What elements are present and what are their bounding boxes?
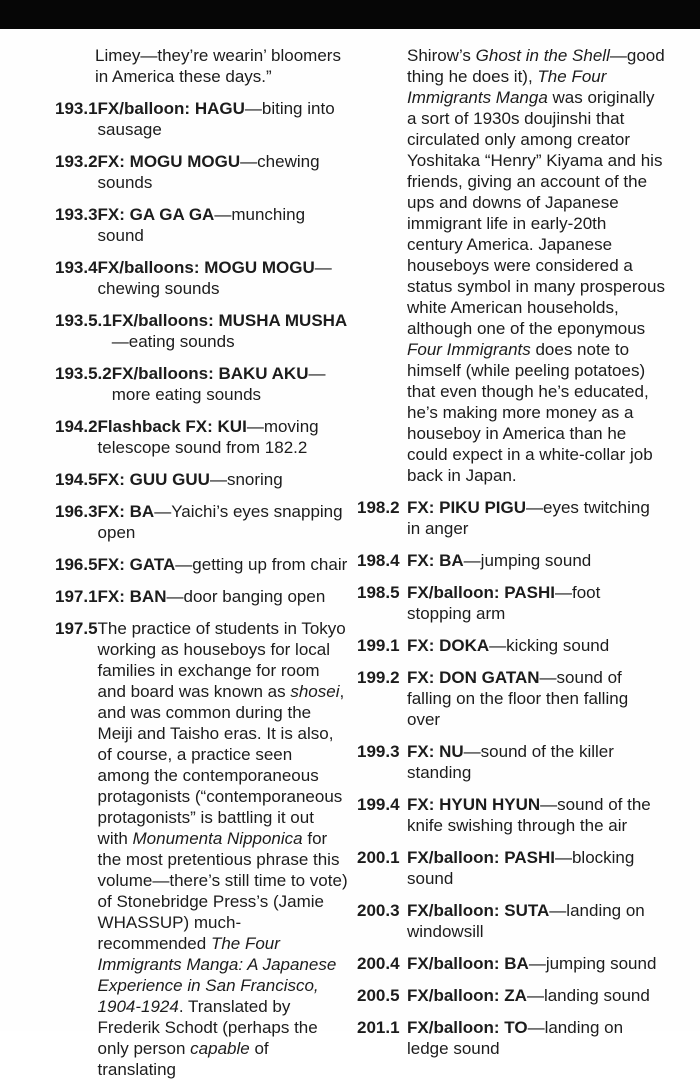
text-run: FX/balloons: BAKU AKU	[111, 364, 309, 383]
text-run: —kicking sound	[489, 636, 610, 655]
fx-entry-number: 200.3	[357, 901, 400, 920]
fx-entry-text	[98, 469, 348, 490]
text-run: FX/balloon: ZA	[407, 986, 527, 1005]
fx-entry-text	[98, 501, 348, 543]
fx-entry-number: 199.1	[357, 636, 400, 655]
fx-entry	[55, 501, 348, 543]
fx-entry-number: 198.4	[357, 551, 400, 570]
text-run: The practice of students in Tokyo working as houseboys for local families in exchange for room and board was known as	[97, 619, 346, 701]
fx-entry-text	[98, 416, 348, 458]
text-run: —snoring	[209, 470, 283, 489]
fx-entry-text	[98, 204, 348, 246]
text-run: Ghost in the Shell	[475, 46, 610, 65]
fx-entry-number: 200.4	[357, 954, 400, 973]
text-run: for the most pretentious phrase this volume—there’s still time to vote) of Stonebridge Press’s (Jamie WHASSUP) much-recommended	[97, 829, 348, 953]
fx-entry-text	[407, 582, 665, 624]
fx-entry-text	[407, 1017, 665, 1059]
fx-entry-number: 200.1	[357, 848, 400, 867]
text-run: was originally a sort of 1930s doujinshi that circulated only among creator Yoshitaka “Henry” Kiyama and his friends, giving an account of the ups and downs of Japanese immigrant life in early-20th century America. Japanese houseboys were considered a status symbol in many prosperous white American households, although one of the eponymous	[407, 88, 665, 338]
text-run: FX: NU	[407, 742, 464, 761]
fx-entry-number: 193.3	[55, 205, 98, 224]
text-run: —biting into sausage	[97, 99, 335, 139]
text-run: FX/balloon: PASHI	[407, 583, 555, 602]
text-run: The Four Immigrants Manga: A Japanese Experience in San Francisco, 1904-1924	[97, 934, 337, 1016]
text-run: FX: GA GA GA	[97, 205, 215, 224]
text-run: FX: GUU GUU	[97, 470, 210, 489]
text-run: FX: GATA	[97, 555, 176, 574]
fx-entry-text	[407, 741, 665, 783]
fx-entry	[357, 1017, 665, 1059]
text-run: —foot stopping arm	[407, 583, 601, 623]
fx-entry-text	[407, 953, 665, 974]
fx-entry	[357, 794, 665, 836]
fx-entry	[357, 667, 665, 730]
text-run: —moving telescope sound from 182.2	[97, 417, 319, 457]
fx-entry-number: 199.2	[357, 668, 400, 687]
text-run: —chewing sounds	[97, 152, 320, 192]
fx-entry	[55, 310, 348, 352]
fx-entry	[55, 204, 348, 246]
entry-list	[55, 98, 348, 1080]
text-run: Monumenta Nipponica	[132, 829, 303, 848]
text-run: —sound of the killer standing	[407, 742, 614, 782]
fx-entry-text	[98, 257, 348, 299]
text-run: FX: DON GATAN	[407, 668, 540, 687]
fx-entry	[55, 586, 348, 607]
text-run: —landing on ledge sound	[407, 1018, 624, 1058]
text-run: —jumping sound	[463, 551, 592, 570]
text-run: FX/balloons: MUSHA MUSHA	[111, 311, 348, 330]
continuation-paragraph	[407, 45, 665, 486]
text-run: FX/balloon: TO	[407, 1018, 528, 1037]
fx-entry-text	[407, 635, 665, 656]
text-run: capable	[190, 1039, 250, 1058]
fx-entry-text	[98, 151, 348, 193]
text-run: . Translated by Frederik Schodt (perhaps the only person	[97, 997, 318, 1058]
fx-entry	[55, 416, 348, 458]
fx-entry-text	[407, 900, 665, 942]
fx-entry	[357, 900, 665, 942]
text-run: of translating	[97, 1039, 269, 1079]
text-run: —landing on windowsill	[407, 901, 645, 941]
text-run: does note to himself (while peeling potatoes) that even though he’s educated, he’s making more money as a houseboy in America than he could expect in a white-collar job back in Japan.	[407, 340, 653, 485]
fx-entry	[55, 618, 348, 1080]
text-run: —eyes twitching in anger	[407, 498, 650, 538]
fx-entry-number: 196.5	[55, 555, 98, 574]
text-run: Shirow’s	[407, 46, 476, 65]
fx-entry-text	[112, 310, 348, 352]
fx-entry-text	[98, 98, 348, 140]
fx-entry	[55, 469, 348, 490]
fx-entry-text	[407, 847, 665, 889]
text-run: —door banging open	[166, 587, 326, 606]
entry-list	[357, 497, 665, 1059]
text-run: —landing sound	[526, 986, 650, 1005]
text-run: —getting up from chair	[175, 555, 348, 574]
fx-entry-text	[98, 586, 348, 607]
fx-entry	[357, 550, 665, 571]
left-column	[55, 45, 348, 1080]
fx-entry-number: 201.1	[357, 1018, 400, 1037]
text-run: FX/balloon: PASHI	[407, 848, 555, 867]
text-run: —eating sounds	[111, 332, 235, 351]
text-run: FX: MOGU MOGU	[97, 152, 241, 171]
right-column	[357, 45, 665, 1059]
continuation-paragraph	[95, 45, 348, 87]
text-run: FX/balloon: HAGU	[97, 99, 245, 118]
fx-entry-number: 193.5.2	[55, 364, 112, 383]
fx-entry	[357, 847, 665, 889]
fx-entry-text	[112, 363, 348, 405]
fx-entry-text	[407, 667, 665, 730]
fx-entry	[55, 363, 348, 405]
fx-entry-number: 198.2	[357, 498, 400, 517]
text-run: —blocking sound	[407, 848, 635, 888]
fx-entry-number: 199.3	[357, 742, 400, 761]
fx-entry	[55, 554, 348, 575]
text-run: Limey—they’re wearin’ bloomers in America these days.”	[95, 46, 341, 86]
fx-entry-number: 199.4	[357, 795, 400, 814]
fx-entry	[55, 257, 348, 299]
fx-entry-number: 196.3	[55, 502, 98, 521]
fx-entry	[357, 635, 665, 656]
fx-entry	[357, 953, 665, 974]
text-run: The Four Immigrants Manga	[407, 67, 607, 107]
scan-black-bar	[0, 0, 700, 29]
fx-entry-number: 198.5	[357, 583, 400, 602]
text-run: —chewing sounds	[97, 258, 332, 298]
fx-entry-text	[98, 618, 348, 1080]
text-run: FX: PIKU PIGU	[407, 498, 527, 517]
fx-entry-text	[98, 554, 348, 575]
fx-entry-number: 197.1	[55, 587, 98, 606]
glossary-page	[0, 29, 700, 1079]
text-run: —Yaichi’s eyes snapping open	[97, 502, 343, 542]
fx-entry-number: 194.2	[55, 417, 98, 436]
text-run: FX: BA	[407, 551, 464, 570]
fx-entry	[357, 985, 665, 1006]
text-run: —munching sound	[97, 205, 306, 245]
text-run: FX: BAN	[97, 587, 167, 606]
text-run: —jumping sound	[528, 954, 657, 973]
text-run: —sound of falling on the floor then falling over	[407, 668, 629, 729]
fx-entry	[357, 741, 665, 783]
fx-entry-number: 197.5	[55, 619, 98, 638]
text-run: Four Immigrants	[407, 340, 531, 359]
fx-entry	[357, 497, 665, 539]
text-run: FX: BA	[97, 502, 155, 521]
fx-entry-number: 193.1	[55, 99, 98, 118]
fx-entry	[55, 98, 348, 140]
fx-entry-text	[407, 794, 665, 836]
fx-entry-number: 193.2	[55, 152, 98, 171]
text-run: FX: HYUN HYUN	[407, 795, 541, 814]
text-run: FX/balloons: MOGU MOGU	[97, 258, 315, 277]
fx-entry-text	[407, 497, 665, 539]
fx-entry	[55, 151, 348, 193]
fx-entry	[357, 582, 665, 624]
text-run: —more eating sounds	[111, 364, 326, 404]
fx-entry-number: 193.5.1	[55, 311, 112, 330]
text-run: FX: DOKA	[407, 636, 490, 655]
text-run: Flashback FX: KUI	[97, 417, 247, 436]
fx-entry-number: 194.5	[55, 470, 98, 489]
text-run: —good thing he does it),	[407, 46, 665, 86]
text-run: FX/balloon: SUTA	[407, 901, 550, 920]
fx-entry-text	[407, 985, 665, 1006]
text-run: , and was common during the Meiji and Taisho eras. It is also, of course, a practice seen among the contemporaneous protagonists (“contemporaneous protagonists” is battling it out with	[97, 682, 345, 848]
text-run: FX/balloon: BA	[407, 954, 529, 973]
text-run: —sound of the knife swishing through the air	[407, 795, 651, 835]
fx-entry-text	[407, 550, 665, 571]
text-run: shosei	[290, 682, 340, 701]
fx-entry-number: 200.5	[357, 986, 400, 1005]
fx-entry-number: 193.4	[55, 258, 98, 277]
